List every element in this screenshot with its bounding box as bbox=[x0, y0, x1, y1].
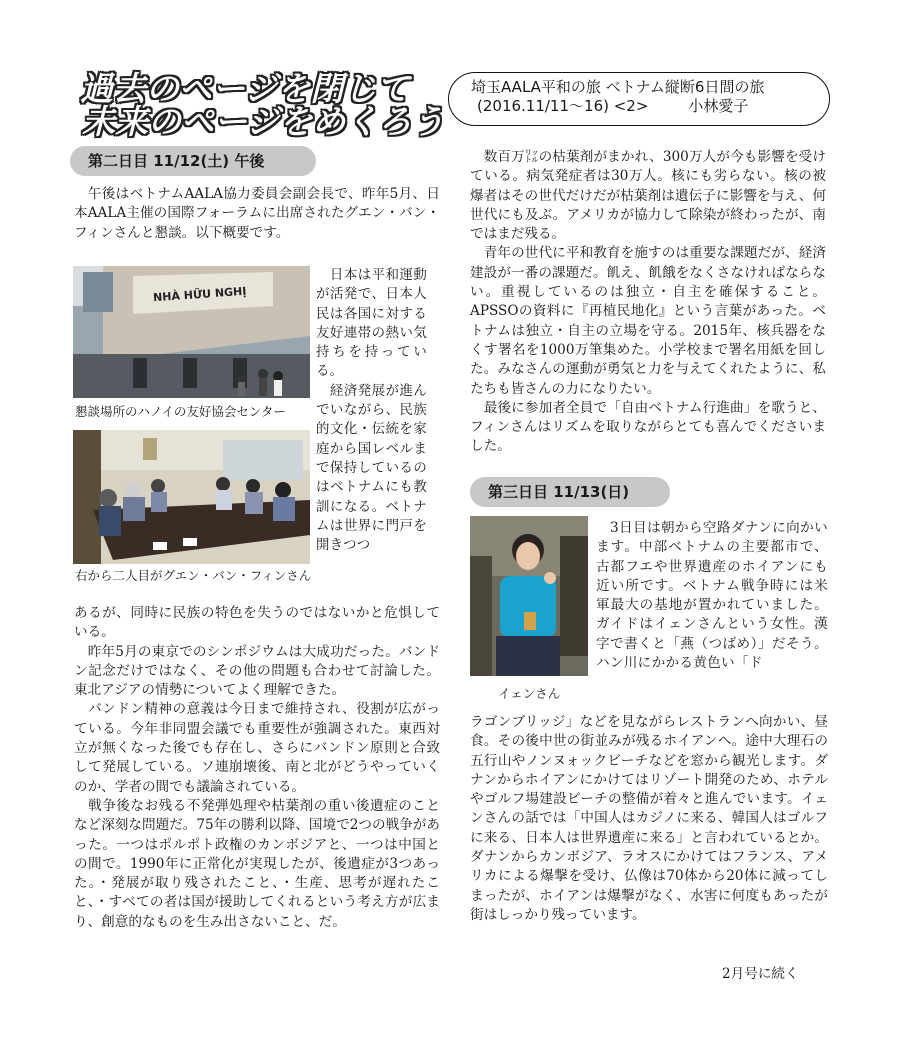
guide-photo-caption: イェンさん bbox=[498, 686, 561, 701]
series-info-box bbox=[448, 72, 830, 126]
right-para-1: 数百万㍑の枯葉剤がまかれ、300万人が今も影響を受けている。病気発症者は30万人。核にも劣らない。核の被爆者はその世代だけだが枯葉剤は遺伝子に影響を与え、何世代にも及ぶ。アメリカが協力して除染が終わったが、南ではまだ残る。 bbox=[470, 149, 826, 243]
day3-body: ラゴンブリッジ」などを見ながらレストランへ向かい、昼食。その後中世の街並みが残るホイアンへ。途中大理石の五行山やノンヌォックビーチなどを窓から観光します。ダナンからホイアンにかけてはリゾート開発のため、ホテルやゴルフ場建設ビーチの整備が着々と進んでいます。イェンさんの話では「中国人はカジノに来る、韓国人はゴルフに来る、日本人は世界遺産に来る」と言われているとか。ダナンからカンボジア、ラオスにかけてはフランス、アメリカによる爆撃を受け、仏像は70体から20体に減ってしまったが、ホイアンは爆撃がなく、水害に何度もあったが街はしっかり残っています。 bbox=[470, 714, 828, 923]
day2-para-c: バンドン精神の意義は今日まで維持され、役割が広がっている。今年非同盟会議でも重要性が強調された。東西対立が無くなった後でも存在し、さらにバンドン原則と合致して発展している。ソ連崩壊後、南と北がどうやっていくのか、学者の間でも議論されている。 bbox=[74, 701, 440, 795]
guide-image bbox=[470, 516, 588, 676]
day2-para-b: 昨年5月の東京でのシンポジウムは大成功だった。バンドン記念だけではなく、その他の問題も合わせて討論した。東北アジアの情勢についてよく理解できた。 bbox=[74, 643, 440, 699]
guide-photo bbox=[470, 516, 588, 676]
day2-heading: 第二日目 11/12(土) 午後 bbox=[70, 146, 316, 176]
right-para-2: 青年の世代に平和教育を施すのは重要な課題だが、経済建設が一番の課題だ。飢え、飢餓をなくさなければならない。重視しているのは独立・自主を確保すること。APSSOの資料に『再植民地化』という言葉があった。ベトナムは独立・自主の立場を守る。2015年、核兵器をなくす署名を1000万筆集めた。小学校まで署名用紙を回した。みなさんの運動が勇気と力を与えてくれたように、私たちも皆さんの力になりたい。 bbox=[470, 245, 826, 397]
series-dates: (2016.11/11〜16) <2> bbox=[477, 97, 649, 115]
day3-side-text: 3日目は朝から空路ダナンに向かいます。中部ベトナムの主要都市で、古都フエや世界遺産のホイアンにも近い所です。ベトナム戦争時には米軍最大の基地が置かれていました。ガイドはイェンさんという女性。漢字で書くと「燕（つばめ）」だそう。ハン川にかかる黄色い「ド bbox=[596, 520, 828, 672]
day2-body bbox=[74, 604, 440, 932]
page-title bbox=[80, 69, 445, 141]
photo1-caption: 懇談場所のハノイの友好協会センター bbox=[75, 404, 286, 419]
right-para-3: 最後に参加者全員で「自由ベトナム行進曲」を歌うと、フィンさんはリズムを取りながらとても喜んでくださいました。 bbox=[470, 399, 826, 455]
day2-para-a: あるが、同時に民族の特色を失うのではないかと危惧している。 bbox=[74, 605, 440, 641]
meeting-image bbox=[73, 430, 310, 564]
building-sign-text: NHÀ HỮU NGHỊ bbox=[152, 284, 247, 305]
friendship-center-photo bbox=[73, 266, 310, 398]
author-name: 小林愛子 bbox=[688, 97, 749, 115]
title-line-2: 未来のページをめくろう bbox=[82, 102, 445, 141]
day3-heading: 第三日目 11/13(日) bbox=[470, 477, 670, 507]
building-image bbox=[73, 266, 310, 398]
series-title: 埼玉AALA平和の旅 ベトナム縦断6日間の旅 bbox=[471, 78, 765, 96]
series-subline bbox=[471, 97, 829, 116]
right-top-text bbox=[470, 148, 826, 457]
day2-para-d: 戦争後なお残る不発弾処理や枯葉剤の重い後遺症のことなど深刻な問題だ。75年の勝利以降、国境で2つの戦争があった。一つはポルポト政権のカンボジアと、一つは中国との間で。1990年に正常化が実現したが、後遺症が3つあった。・発展が取り残されたこと、・生産、思考が遅れたこと、・すべての者は国が援助してくれるという考え方が広まり、創意的なものを生み出さないこと、だ。 bbox=[74, 797, 440, 930]
continued-note: 2月号に続く bbox=[722, 966, 799, 982]
meeting-photo bbox=[73, 430, 310, 564]
photo2-caption: 右から二人目がグエン・バン・フィンさん bbox=[75, 568, 312, 583]
day2-intro: 午後はベトナムAALA協力委員会副会長で、昨年5月、日本AALA主催の国際フォーラムに出席されたグエン・バン・フィンさんと懇談。以下概要です。 bbox=[74, 186, 440, 241]
title-line-1: 過去のページを閉じて bbox=[80, 69, 410, 108]
day2-side-text: 日本は平和運動が活発で、日本人民は各国に対する友好連帯の熱い気持ちを持っている。 経済発展が進んでいながら、民族的文化・伝統を家庭から国レベルまで保持しているのはベトナムにも教訓になる。ベトナムは世界に門戸を開きつつ bbox=[316, 268, 427, 554]
